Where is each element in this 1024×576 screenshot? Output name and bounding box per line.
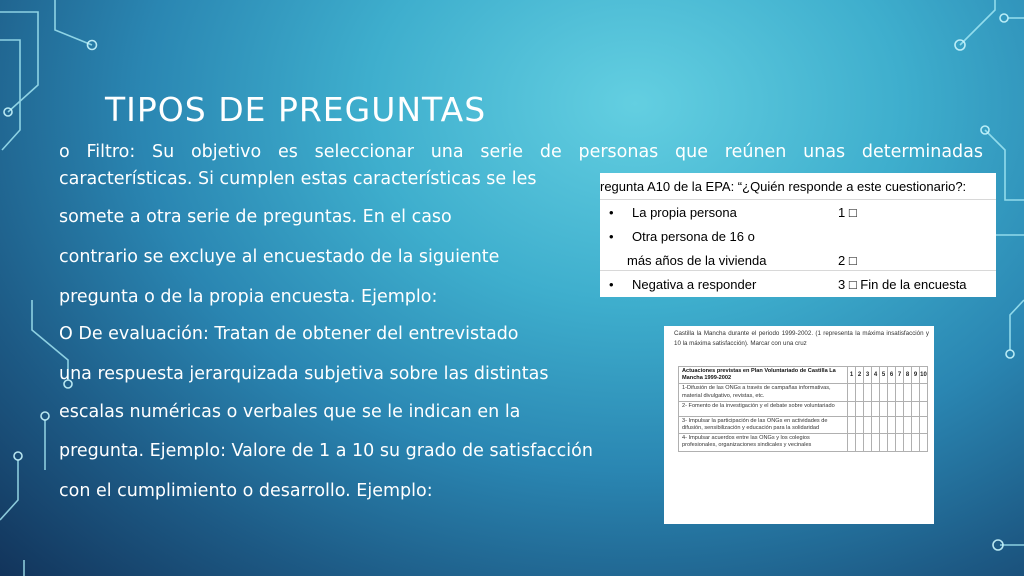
scale-10: 10: [920, 367, 928, 384]
bullet: •: [609, 205, 614, 220]
row-label: 4- Impulsar acuerdos entre las ONGs y los colegios profesionales, organizaciones sindicales y vecinales: [679, 434, 848, 451]
header-label: Actuaciones previstas en Plan Voluntariado de Castilla La Mancha 1999-2002: [679, 367, 848, 384]
bullet: •: [609, 229, 614, 244]
filter-option: [600, 253, 996, 271]
filter-option: [600, 229, 996, 247]
divider: [600, 199, 996, 200]
option-code: 3 □ Fin de la encuesta: [838, 277, 967, 292]
option-text: La propia persona: [632, 205, 737, 220]
rating-cell[interactable]: [856, 434, 864, 451]
rating-cell[interactable]: [880, 384, 888, 401]
divider: [600, 270, 996, 271]
rating-cell[interactable]: [888, 434, 896, 451]
body-line-1: o Filtro: Su objetivo es seleccionar una serie de personas que reúnen unas determinadas: [59, 142, 983, 162]
rating-cell[interactable]: [880, 434, 888, 451]
rating-cell[interactable]: [896, 384, 904, 401]
rating-cell[interactable]: [888, 416, 896, 433]
filter-option: [600, 205, 996, 223]
option-code: 1 □: [838, 205, 857, 220]
table-row: [679, 416, 928, 433]
rating-cell[interactable]: [912, 416, 920, 433]
filter-option: [600, 277, 996, 295]
scale-5: 5: [880, 367, 888, 384]
rating-cell[interactable]: [864, 384, 872, 401]
row-label: 2- Fomento de la investigación y el debate sobre voluntariado: [679, 401, 848, 416]
rating-cell[interactable]: [920, 416, 928, 433]
rating-cell[interactable]: [904, 416, 912, 433]
rating-cell[interactable]: [872, 416, 880, 433]
scale-9: 9: [912, 367, 920, 384]
scale-1: 1: [848, 367, 856, 384]
rating-table: [678, 366, 928, 452]
rating-cell[interactable]: [904, 401, 912, 416]
scale-3: 3: [864, 367, 872, 384]
table-row: [679, 401, 928, 416]
rating-cell[interactable]: [896, 401, 904, 416]
body-line-8: escalas numéricas o verbales que se le indican en la: [59, 402, 521, 422]
row-label: 3- Impulsar la participación de las ONGs en actividades de difusión, sensibilización y educación para la solidaridad: [679, 416, 848, 433]
rating-cell[interactable]: [872, 401, 880, 416]
rating-cell[interactable]: [880, 416, 888, 433]
rating-cell[interactable]: [912, 401, 920, 416]
rating-cell[interactable]: [872, 434, 880, 451]
rating-cell[interactable]: [912, 384, 920, 401]
rating-cell[interactable]: [920, 384, 928, 401]
filter-question-example: [600, 173, 996, 297]
rating-question-example: [664, 326, 934, 524]
table-row: [679, 384, 928, 401]
rating-cell[interactable]: [920, 434, 928, 451]
option-text: más años de la vivienda: [627, 253, 767, 268]
rating-cell[interactable]: [880, 401, 888, 416]
rating-cell[interactable]: [904, 384, 912, 401]
scale-2: 2: [856, 367, 864, 384]
option-text: Negativa a responder: [632, 277, 757, 292]
rating-cell[interactable]: [920, 401, 928, 416]
filter-question-text: regunta A10 de la EPA: “¿Quién responde a este cuestionario?:: [600, 179, 967, 194]
scale-6: 6: [888, 367, 896, 384]
rating-cell[interactable]: [864, 434, 872, 451]
rating-cell[interactable]: [888, 384, 896, 401]
body-line-2: características. Si cumplen estas características se les: [59, 169, 537, 189]
rating-cell[interactable]: [864, 401, 872, 416]
slide-title: TIPOS DE PREGUNTAS: [105, 90, 487, 129]
scale-8: 8: [904, 367, 912, 384]
body-line-9: pregunta. Ejemplo: Valore de 1 a 10 su grado de satisfacción: [59, 441, 593, 461]
option-text: Otra persona de 16 o: [632, 229, 755, 244]
rating-cell[interactable]: [912, 434, 920, 451]
rating-cell[interactable]: [848, 401, 856, 416]
rating-cell[interactable]: [856, 384, 864, 401]
body-line-10: con el cumplimiento o desarrollo. Ejemplo:: [59, 481, 433, 501]
rating-cell[interactable]: [848, 384, 856, 401]
rating-intro-text: Castilla la Mancha durante el periodo 1999-2002. (1 representa la máxima insatisfacción y 10 la máxima satisfacción). Marcar con una cruz: [674, 330, 929, 347]
scale-4: 4: [872, 367, 880, 384]
rating-cell[interactable]: [872, 384, 880, 401]
rating-cell[interactable]: [864, 416, 872, 433]
table-row: [679, 434, 928, 451]
body-line-4: contrario se excluye al encuestado de la siguiente: [59, 247, 500, 267]
rating-cell[interactable]: [848, 434, 856, 451]
body-line-3: somete a otra serie de preguntas. En el caso: [59, 207, 452, 227]
rating-cell[interactable]: [888, 401, 896, 416]
body-line-6: O De evaluación: Tratan de obtener del entrevistado: [59, 324, 519, 344]
rating-cell[interactable]: [896, 434, 904, 451]
rating-cell[interactable]: [856, 416, 864, 433]
body-line-5: pregunta o de la propia encuesta. Ejemplo:: [59, 287, 438, 307]
rating-cell[interactable]: [856, 401, 864, 416]
table-header-row: [679, 367, 928, 384]
scale-7: 7: [896, 367, 904, 384]
option-code: 2 □: [838, 253, 857, 268]
bullet: •: [609, 277, 614, 292]
row-label: 1-Difusión de las ONGs a través de campañas informativas, material divulgativo, revistas, etc.: [679, 384, 848, 401]
rating-cell[interactable]: [904, 434, 912, 451]
rating-cell[interactable]: [896, 416, 904, 433]
rating-cell[interactable]: [848, 416, 856, 433]
body-line-7: una respuesta jerarquizada subjetiva sobre las distintas: [59, 364, 549, 384]
